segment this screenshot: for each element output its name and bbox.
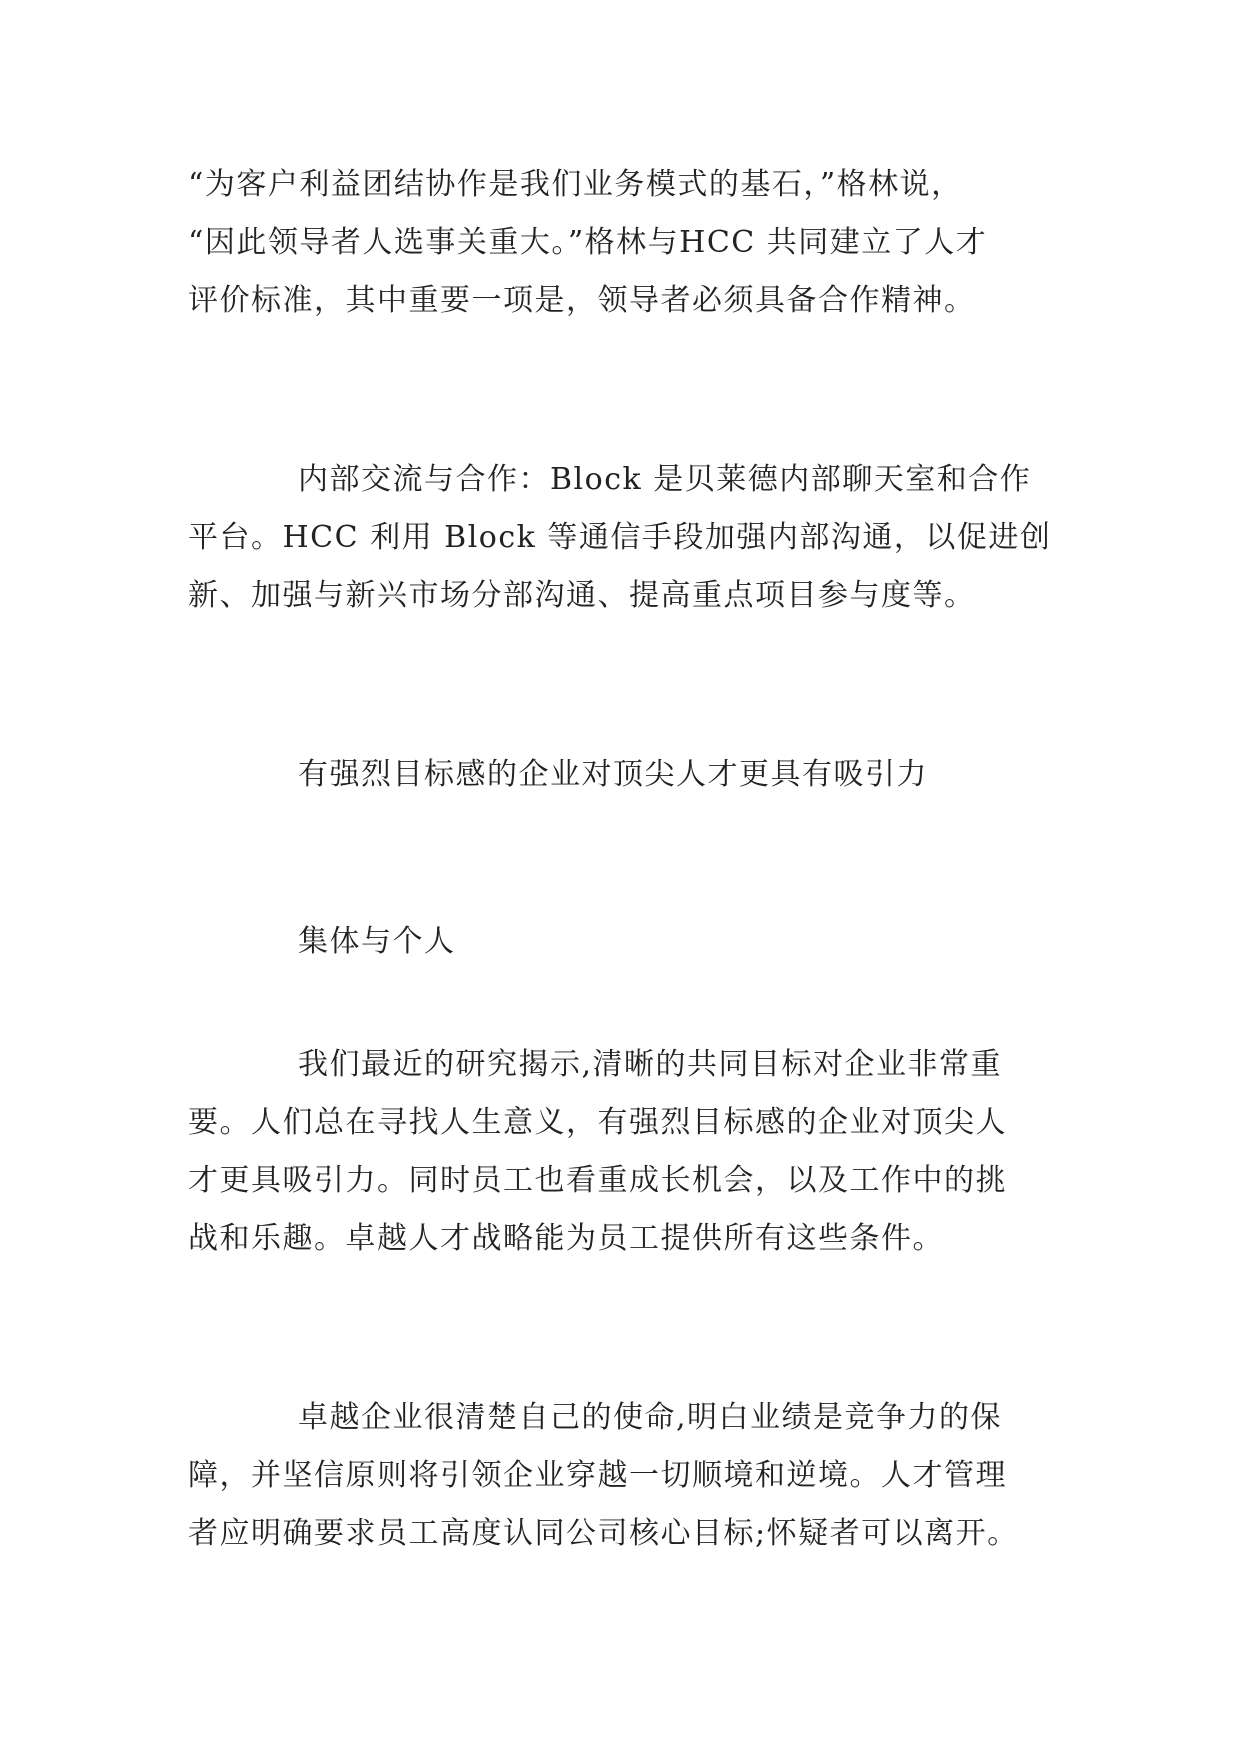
text-line: 障，并坚信原则将引领企业穿越一切顺境和逆境。人才管理 bbox=[188, 1458, 1007, 1493]
heading-line: 有强烈目标感的企业对顶尖人才更具有吸引力 bbox=[298, 757, 928, 792]
text-line: “为客户利益团结协作是我们业务模式的基石，”格林说， bbox=[188, 167, 963, 202]
text-line: “因此领导者人选事关重大。”格林与HCC 共同建立了人才 bbox=[188, 225, 988, 260]
text-line: 新、加强与新兴市场分部沟通、提高重点项目参与度等。 bbox=[188, 578, 976, 613]
text-line: 要。人们总在寻找人生意义，有强烈目标感的企业对顶尖人 bbox=[188, 1105, 1007, 1140]
text-line: 内部交流与合作：Block 是贝莱德内部聊天室和合作 bbox=[298, 462, 1032, 497]
text-line: 平台。HCC 利用 Block 等通信手段加强内部沟通，以促进创 bbox=[188, 520, 1052, 555]
heading-line: 集体与个人 bbox=[298, 924, 456, 959]
text-line: 卓越企业很清楚自己的使命,明白业绩是竞争力的保 bbox=[298, 1400, 1003, 1435]
text-line: 战和乐趣。卓越人才战略能为员工提供所有这些条件。 bbox=[188, 1221, 944, 1256]
text-line: 我们最近的研究揭示,清晰的共同目标对企业非常重 bbox=[298, 1047, 1003, 1082]
text-line: 者应明确要求员工高度认同公司核心目标;怀疑者可以离开。 bbox=[188, 1516, 1019, 1551]
text-line: 才更具吸引力。同时员工也看重成长机会，以及工作中的挑 bbox=[188, 1163, 1007, 1198]
text-line: 评价标准，其中重要一项是，领导者必须具备合作精神。 bbox=[188, 283, 976, 318]
